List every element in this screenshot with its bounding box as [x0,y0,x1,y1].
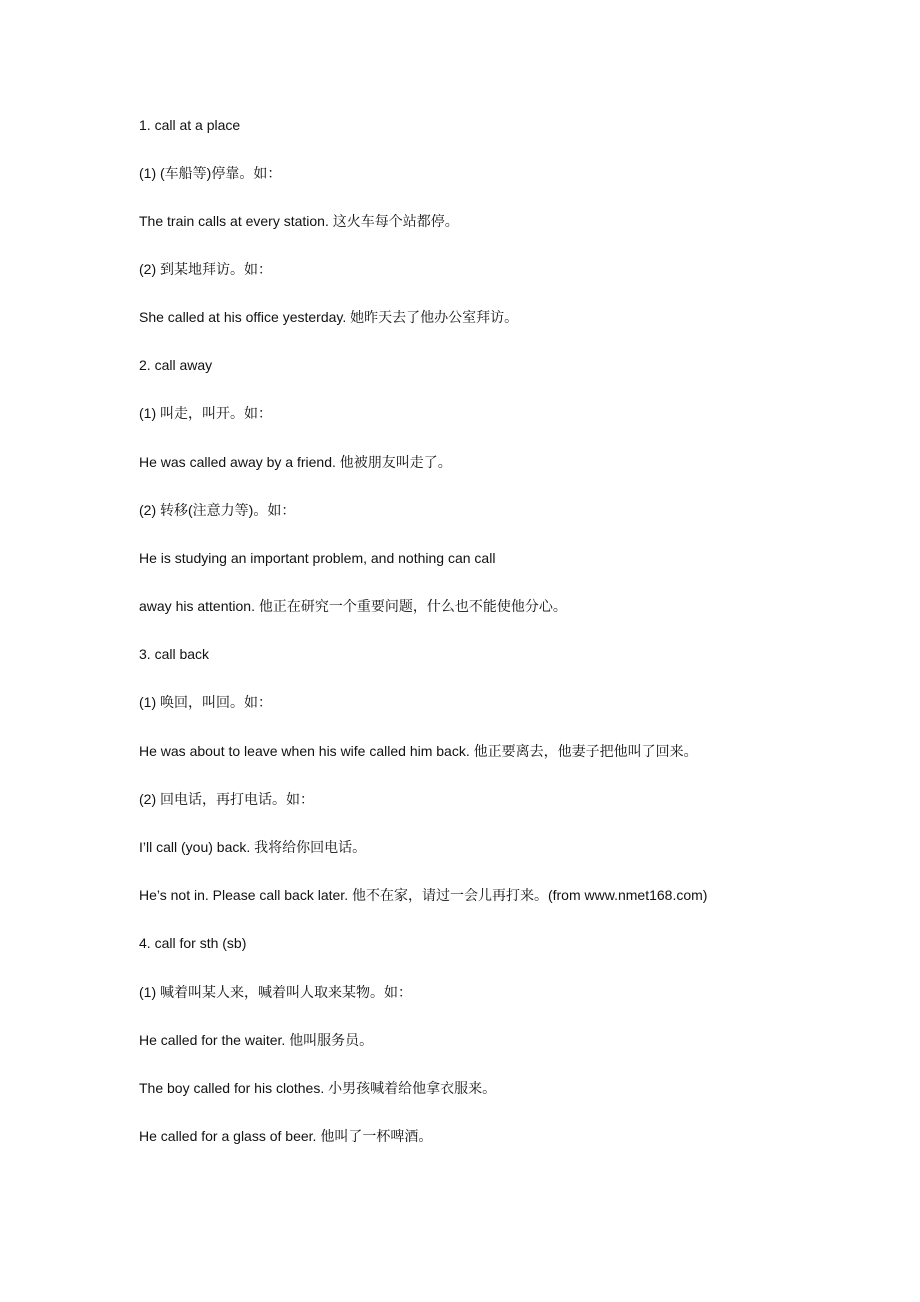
example-line: The train calls at every station. 这火车每个站都停。 [139,213,459,229]
example-line: He’s not in. Please call back later. 他不在家，请过一会儿再打来。(from www.nmet168.com) [139,887,708,903]
definition-line: (1) 唤回，叫回。如： [139,694,272,710]
section-heading-call-away: 2. call away [139,357,213,373]
example-line: She called at his office yesterday. 她昨天去了他办公室拜访。 [139,309,519,325]
definition-line: (1) (车船等)停靠。如： [139,165,282,181]
definition-line: (2) 到某地拜访。如： [139,261,272,277]
section-heading-call-for: 4. call for sth (sb) [139,935,247,951]
example-line: He called for the waiter. 他叫服务员。 [139,1032,374,1048]
example-line: He called for a glass of beer. 他叫了一杯啤酒。 [139,1128,433,1144]
example-line: He was about to leave when his wife called him back. 他正要离去，他妻子把他叫了回来。 [139,743,698,759]
example-line: He was called away by a friend. 他被朋友叫走了。 [139,454,452,470]
example-line: He is studying an important problem, and nothing can call [139,550,496,566]
definition-line: (2) 转移(注意力等)。如： [139,502,296,518]
example-line: The boy called for his clothes. 小男孩喊着给他拿衣服来。 [139,1080,497,1096]
definition-line: (1) 喊着叫某人来，喊着叫人取来某物。如： [139,984,412,1000]
definition-line: (2) 回电话，再打电话。如： [139,791,314,807]
section-heading-call-back: 3. call back [139,646,210,662]
example-line: I’ll call (you) back. 我将给你回电话。 [139,839,367,855]
example-line-continued: away his attention. 他正在研究一个重要问题，什么也不能使他分心。 [139,598,567,614]
section-heading-call-at-a-place: 1. call at a place [139,117,241,133]
definition-line: (1) 叫走，叫开。如： [139,405,272,421]
